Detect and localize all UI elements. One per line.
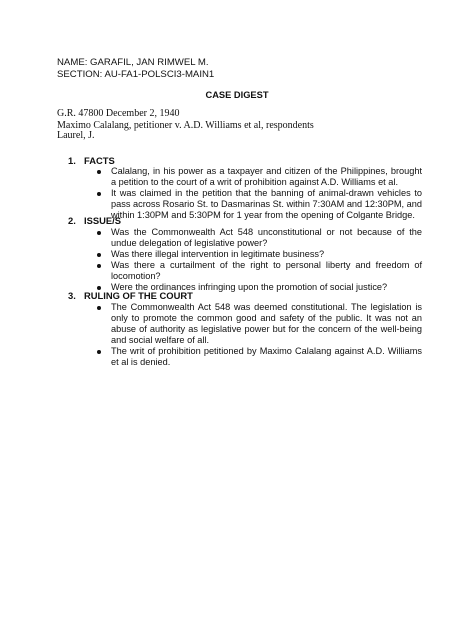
- list-item: The Commonwealth Act 548 was deemed constitutional. The legislation is only to promote the common good and safety of the public. It was not an abuse of authority as legislative power but for the concern of the well-being and social welfare of all.: [96, 302, 422, 346]
- section-heading-ruling: [68, 290, 193, 301]
- list-item: The writ of prohibition petitioned by Maximo Calalang against A.D. Williams et al is denied.: [96, 346, 422, 368]
- section-title: FACTS: [84, 155, 115, 166]
- list-item: Was there illegal intervention in legitimate business?: [96, 249, 422, 260]
- ruling-list: [96, 302, 422, 368]
- issues-list: [96, 227, 422, 293]
- document-title: CASE DIGEST: [205, 90, 269, 100]
- section-title: RULING OF THE COURT: [84, 290, 193, 301]
- case-parties: Maximo Calalang, petitioner v. A.D. Williams et al, respondents: [57, 120, 314, 131]
- section-title: ISSUE/S: [84, 215, 121, 226]
- gr-number: G.R. 47800 December 2, 1940: [57, 108, 180, 119]
- student-header: [57, 57, 214, 81]
- list-item: Were the ordinances infringing upon the promotion of social justice?: [96, 282, 422, 293]
- section-heading-issues: [68, 215, 121, 226]
- case-citation: [57, 108, 314, 132]
- list-item: Calalang, in his power as a taxpayer and citizen of the Philippines, brought a petition to the court of a writ of prohibition against A.D. Williams et al.: [96, 166, 422, 188]
- facts-list: [96, 166, 422, 221]
- section-number: 1.: [68, 155, 76, 166]
- student-section: SECTION: AU-FA1-POLSCI3-MAIN1: [57, 69, 215, 80]
- student-name: NAME: GARAFIL, JAN RIMWEL M.: [57, 57, 209, 68]
- ponente: Laurel, J.: [57, 130, 95, 141]
- list-item: Was the Commonwealth Act 548 unconstitutional or not because of the undue delegation of legislative power?: [96, 227, 422, 249]
- section-number: 3.: [68, 290, 76, 301]
- list-item: Was there a curtailment of the right to personal liberty and freedom of locomotion?: [96, 260, 422, 282]
- list-item: It was claimed in the petition that the banning of animal-drawn vehicles to pass across Rosario St. to Dasmarinas St. within 7:30AM and 12:30PM, and within 1:30PM and 5:30PM for 1 year from the opening of Colgante Bridge.: [96, 188, 422, 221]
- section-number: 2.: [68, 215, 76, 226]
- section-heading-facts: [68, 155, 115, 166]
